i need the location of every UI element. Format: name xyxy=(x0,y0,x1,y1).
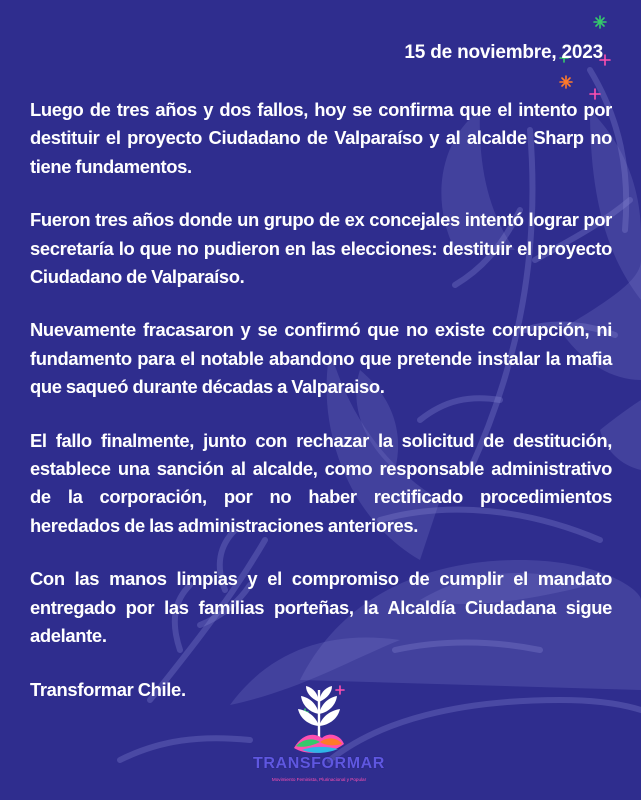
paragraph: Fueron tres años donde un grupo de ex concejales intentó lograr por secretaría lo que no pudieron en las elecciones: destituir el proyecto Ciudadano de Valparaíso. xyxy=(30,209,612,288)
logo-tagline: Movimiento Feminista, Plurinacional y Popular xyxy=(271,777,367,782)
paragraph: El fallo finalmente, junto con rechazar la solicitud de destitución, establece una sanción al alcalde, como responsable administrativo de la corporación, por no haber rectificado procedimientos heredados de las administraciones anteriores. xyxy=(30,429,612,536)
logo-wordmark: TRANSFORMAR xyxy=(253,755,385,772)
paragraph: Luego de tres años y dos fallos, hoy se confirma que el intento por destituir el proyecto Ciudadano de Valparaíso y al alcalde Sharp no tiene fundamentos. xyxy=(30,99,612,177)
signature: Transformar Chile. xyxy=(30,678,186,700)
transformar-logo xyxy=(244,684,394,796)
paragraph: Con las manos limpias y el compromiso de cumplir el mandato entregado por las familias porteñas, la Alcaldía Ciudadana sigue adelante. xyxy=(30,568,612,647)
paragraph: Nuevamente fracasaron y se confirmó que no existe corrupción, ni fundamento para el notable abandono que pretende instalar la mafia que saqueó durante décadas a Valparaiso. xyxy=(30,319,612,398)
sprout-logo-icon xyxy=(292,684,346,756)
statement-date: 15 de noviembre, 2023 xyxy=(404,42,603,63)
statement-body xyxy=(30,96,612,729)
